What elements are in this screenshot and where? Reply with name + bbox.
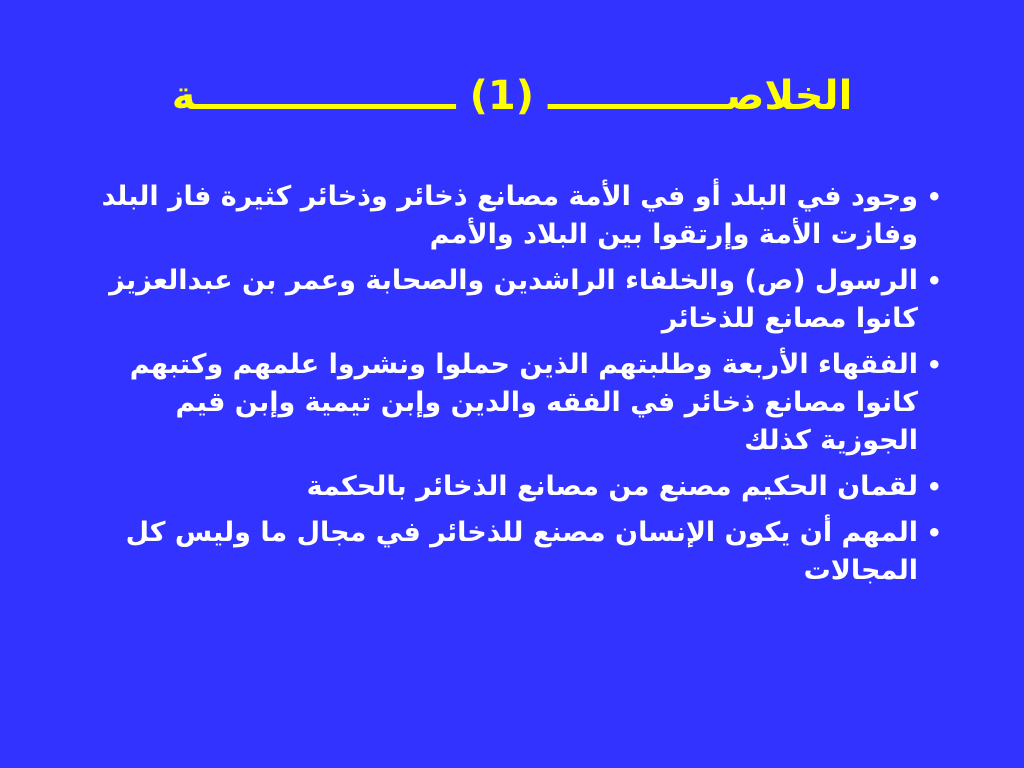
bullet-text: المهم أن يكون الإنسان مصنع للذخائر في مجال ما وليس كل المجالات [125,517,918,586]
bullet-item [96,346,942,460]
bullet-text: الرسول (ص) والخلفاء الراشدين والصحابة وعمر بن عبدالعزيز كانوا مصانع للذخائر [109,265,918,334]
bullet-text: لقمان الحكيم مصنع من مصانع الذخائر بالحكمة [306,471,918,502]
bullet-text: وجود في البلد أو في الأمة مصانع ذخائر وذخائر كثيرة فاز البلد وفازت الأمة وإرتقوا بين البلاد والأمم [101,181,918,250]
bullet-icon: • [926,267,942,295]
bullet-icon: • [926,519,942,547]
bullet-icon: • [926,183,942,211]
slide-title: الخلاصـــــــــــــ (1) ـــــــــــــــــــة [171,73,853,119]
bullet-icon: • [926,351,942,379]
bullet-text: الفقهاء الأربعة وطلبتهم الذين حملوا ونشروا علمهم وكتبهم كانوا مصانع ذخائر في الفقه والدين وإبن تيمية وإبن قيم الجوزية كذلك [129,349,918,456]
bullet-icon: • [926,473,942,501]
bullet-item [96,468,942,506]
bullet-list [96,178,942,598]
bullet-item [96,262,942,338]
bullet-item [96,178,942,254]
bullet-item [96,514,942,590]
